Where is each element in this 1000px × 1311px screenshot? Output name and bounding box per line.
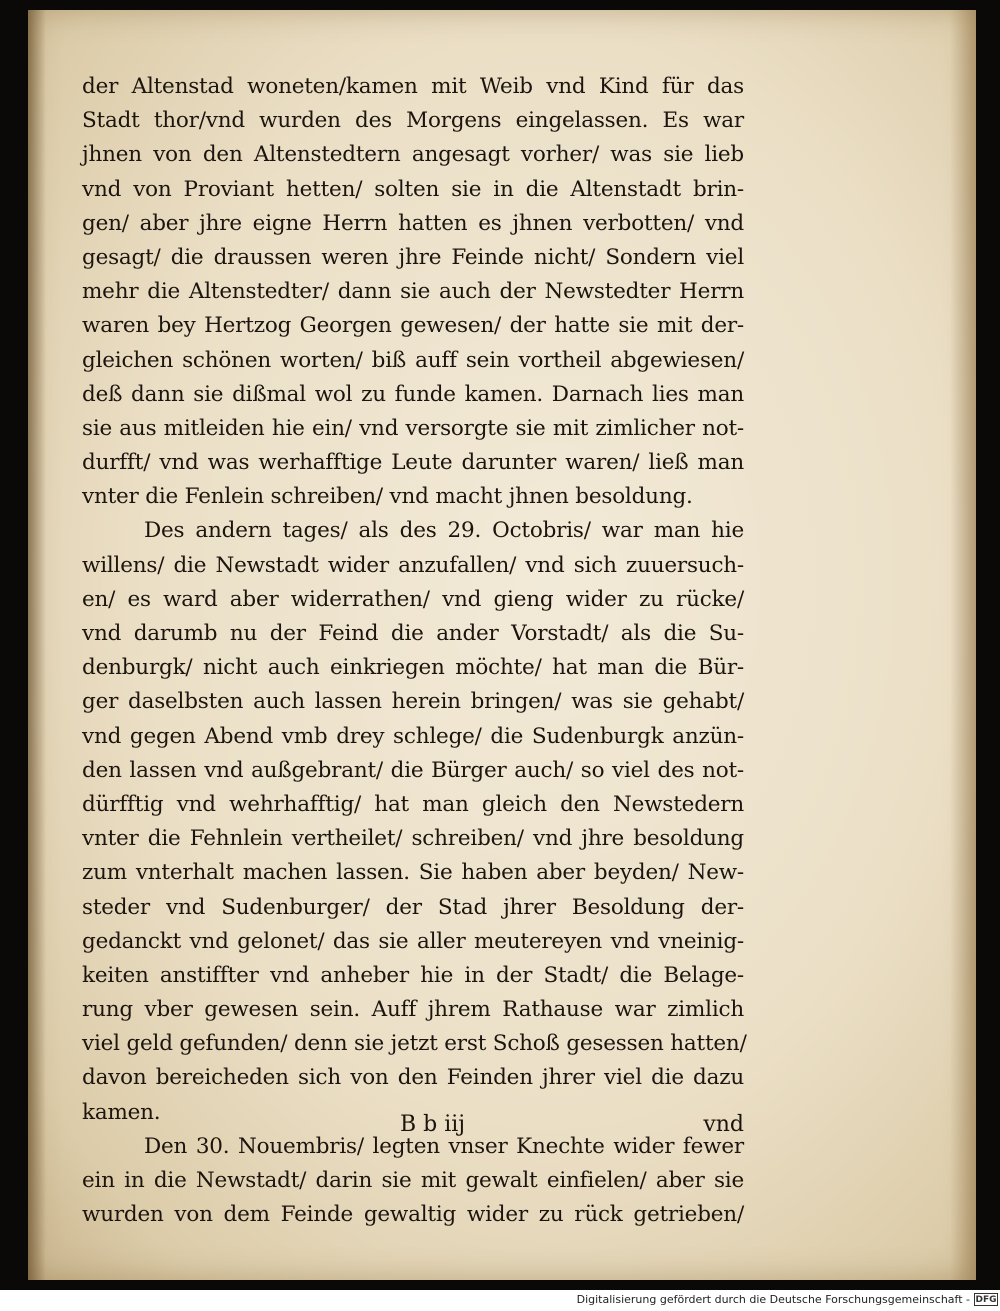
page-edge-shadow <box>950 10 976 1280</box>
text-line: mehr die Altenstedter/ dann sie auch der Newstedter Herrn <box>82 279 744 305</box>
text-line: davon bereicheden sich von den Feinden jhrer viel die dazu <box>82 1065 744 1091</box>
signature-mark: B b iij <box>400 1112 466 1137</box>
text-line: ger daselbsten auch lassen herein bringen/ was sie gehabt/ <box>82 689 744 715</box>
text-line: jhnen von den Altenstedtern angesagt vorher/ was sie lieb <box>82 142 744 168</box>
text-line: kamen. <box>82 1099 161 1125</box>
text-line: steder vnd Sudenburger/ der Stad jhrer Besoldung der- <box>82 894 744 920</box>
text-line: Stadt thor/vnd wurden des Morgens eingelassen. Es war <box>82 108 744 134</box>
text-line: vnter die Fenlein schreiben/ vnd macht jhnen besoldung. <box>82 484 693 510</box>
text-line: gedanckt vnd gelonet/ das sie aller meutereyen vnd vneinig- <box>82 928 744 954</box>
dfg-logo-icon: DFG <box>975 1295 997 1305</box>
text-line: sie aus mitleiden hie ein/ vnd versorgte sie mit zimlicher not- <box>82 415 744 441</box>
paragraph-start-line: Den 30. Nouembris/ legten vnser Knechte wider fewer <box>144 1133 744 1159</box>
text-line: rung vber gewesen sein. Auff jhrem Rathause war zimlich <box>82 997 744 1023</box>
text-line: viel geld gefunden/ denn sie jetzt erst Schoß gesessen hatten/ <box>82 1031 747 1057</box>
text-line: willens/ die Newstadt wider anzufallen/ vnd sich zuuersuch- <box>82 552 744 578</box>
text-line: vnter die Fehnlein vertheilet/ schreiben/ vnd jhre besoldung <box>82 826 744 852</box>
text-line: den lassen vnd außgebrant/ die Bürger auch/ so viel des not- <box>82 757 744 783</box>
page-gutter-shadow <box>28 10 46 1280</box>
funding-notice: Digitalisierung gefördert durch die Deutsche Forschungsgemeinschaft - <box>576 1293 970 1306</box>
catchword: vnd <box>703 1112 744 1137</box>
page-foot-row <box>82 1112 744 1146</box>
text-line: vnd darumb nu der Feind die ander Vorstadt/ als die Su- <box>82 621 744 646</box>
text-line: keiten anstiffter vnd anheber hie in der Stadt/ die Belage- <box>82 962 744 988</box>
text-line: vnd von Proviant hetten/ solten sie in die Altenstadt brin- <box>82 176 744 202</box>
text-line: gesagt/ die draussen weren jhre Feinde nicht/ Sondern viel <box>82 244 744 270</box>
text-line: denburgk/ nicht auch einkriegen möchte/ hat man die Bür- <box>82 655 744 681</box>
body-text <box>82 70 747 1232</box>
digitization-footer <box>0 1290 1000 1311</box>
text-line: ein in die Newstadt/ darin sie mit gewalt einfielen/ aber sie <box>82 1168 744 1193</box>
text-line: wurden von dem Feinde gewaltig wider zu rück getrieben/ <box>82 1202 744 1228</box>
text-line: waren bey Hertzog Georgen gewesen/ der hatte sie mit der- <box>82 313 744 339</box>
text-line: dürfftig vnd wehrhafftig/ hat man gleich den Newstedern <box>82 791 744 817</box>
paragraph-start-line: Des andern tages/ als des 29. Octobris/ war man hie <box>144 518 744 544</box>
text-line: en/ es ward aber widerrathen/ vnd gieng wider zu rücke/ <box>82 586 744 612</box>
text-line: vnd gegen Abend vmb drey schlege/ die Sudenburgk anzün- <box>82 723 744 749</box>
text-line: zum vnterhalt machen lassen. Sie haben aber beyden/ New- <box>82 860 744 886</box>
text-line: der Altenstad woneten/kamen mit Weib vnd Kind für das <box>82 74 744 99</box>
text-line: gleichen schönen worten/ biß auff sein vortheil abgewiesen/ <box>82 347 744 373</box>
text-line: deß dann sie dißmal wol zu funde kamen. Darnach lies man <box>82 381 744 407</box>
text-line: gen/ aber jhre eigne Herrn hatten es jhnen verbotten/ vnd <box>82 210 744 236</box>
text-line: durfft/ vnd was werhafftige Leute darunter waren/ ließ man <box>82 450 744 476</box>
